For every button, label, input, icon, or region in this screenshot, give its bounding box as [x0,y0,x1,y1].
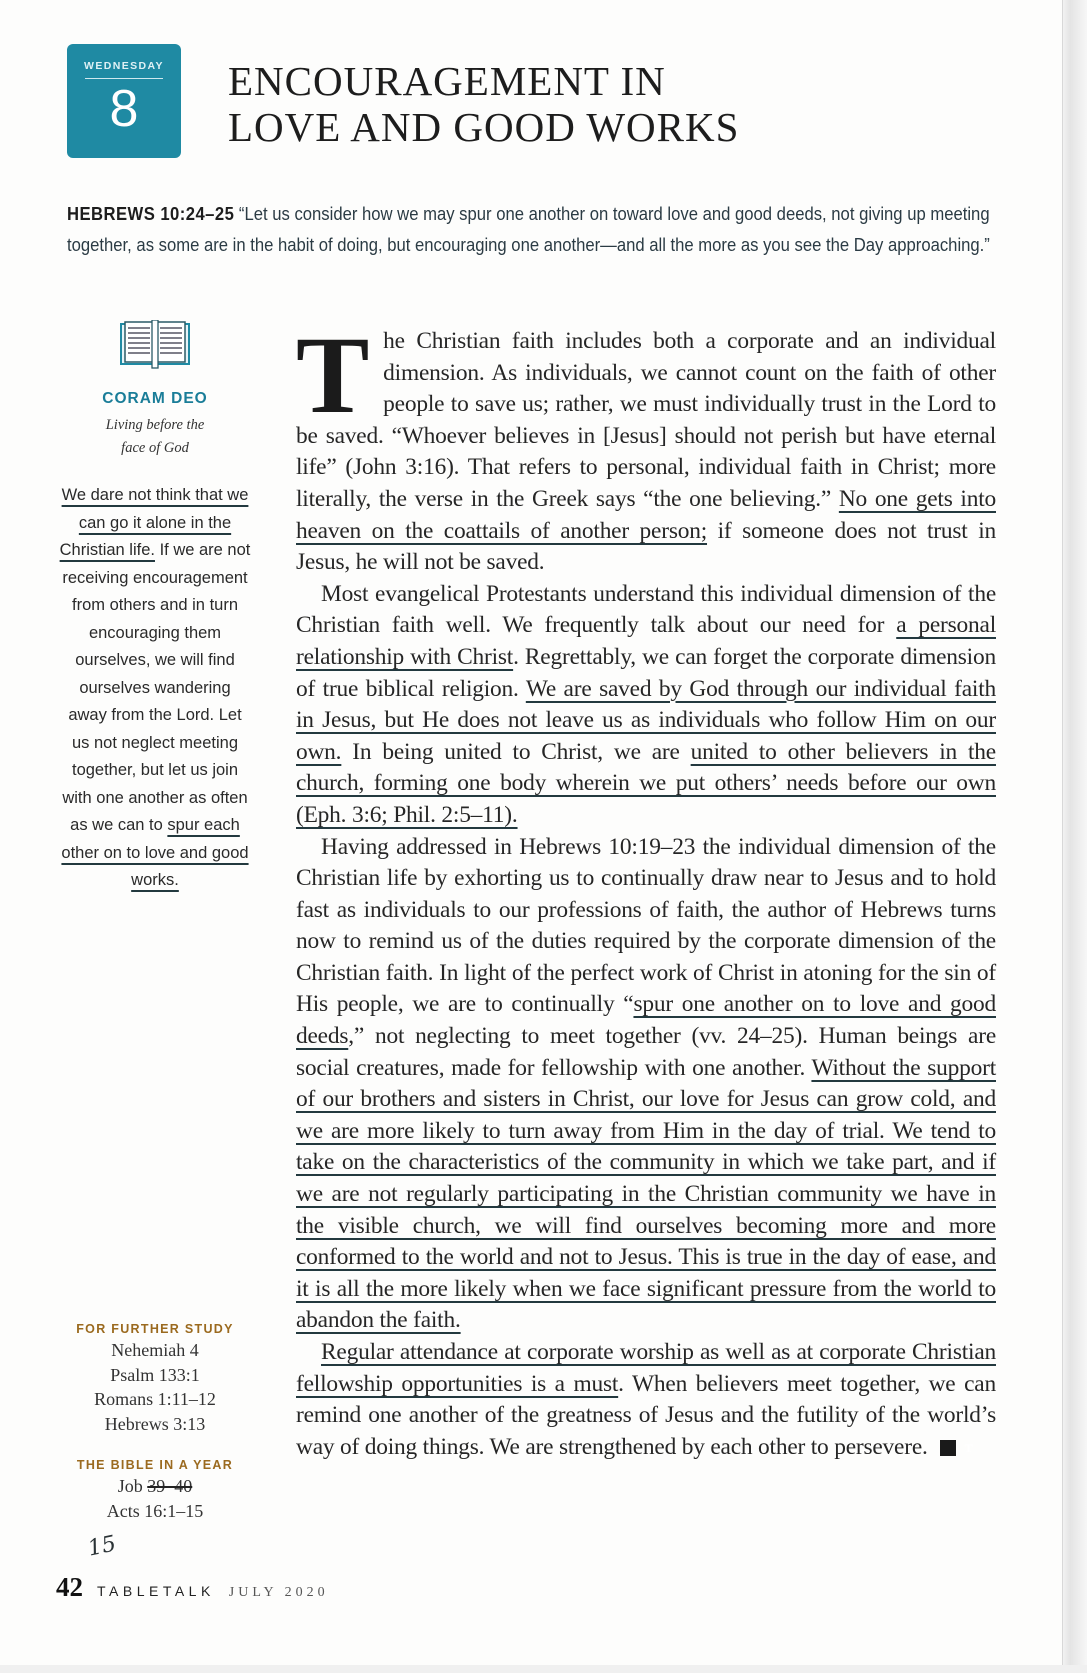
end-mark-icon: T [940,1440,956,1456]
page-bottom-edge [0,1665,1087,1673]
day-number: 8 [109,80,139,138]
coram-deo-body [55,482,255,895]
body-text: ,” not neglecting to meet together (vv. 24–25). Human beings are social creatures, made for fellowship with one another. [296,1023,996,1081]
further-study-panel [55,1322,255,1523]
coram-deo-title: CORAM DEO [102,390,208,407]
underlined-text: Without the support of our brothers and sisters in Christ, our love for Jesus can grow cold, and we are more likely to turn away from Him in the day of trial. We tend to take on the characteristics of the community in which we take part, and if we are not regularly participating in the Christian community we have in the visible church, we will find ourselves becoming more and more conformed to the world and not to Jesus. This is true in the day of ease, and it is all the more likely when we face significant pressure from the world to abandon the faith. [296,1054,996,1334]
bible-in-a-year-heading: THE BIBLE IN A YEAR [76,1458,234,1472]
study-ref: Romans 1:11–12 [94,1389,216,1409]
underlined-text: spur one another on to love and good deeds [296,991,996,1050]
underlined-text: spur each other on to love and good works. [61,816,249,889]
page-number: 42 [56,1572,83,1602]
title-line-2: LOVE AND GOOD WORKS [228,104,740,150]
underlined-text: No one gets into heaven on the coattails of another person; [296,485,996,544]
body-text: Most evangelical Protestants understand this individual dimension of the Christian faith well. We frequently talk about our need for [296,580,996,639]
magazine-name: TABLETALK [97,1583,215,1599]
open-book-icon [119,320,191,370]
body-text: if someone does not trust in Jesus, he will not be saved. [296,517,996,576]
underlined-text: a personal relationship with Christ [296,612,996,670]
date-badge [67,44,181,158]
drop-cap: T [296,314,370,436]
body-text: In being united to Christ, we are [341,738,691,765]
coram-subtitle-line-2: face of God [121,440,189,456]
title-line-1: ENCOURAGEMENT IN [228,58,666,104]
weekday-label: WEDNESDAY [84,60,164,72]
paragraph-3 [296,832,996,1338]
underlined-text: We dare not think that we can go it alone in the Christian life. [59,486,249,559]
body-text: Having addressed in Hebrews 10:19–23 the individual dimension of the Christian life by exhorting us to continually draw near to Jesus and to hold fast as individuals to our professions of faith, the author of Hebrews turns now to remind us of the duties required by the corporate dimension of the Christian faith. In light of the perfect work of Christ in atoning for the sin of His people, we are to continually “ [296,833,996,1018]
further-study-heading: FOR FURTHER STUDY [76,1322,234,1336]
coram-deo-subtitle [55,414,255,460]
page-edge [1062,0,1087,1673]
study-ref: Hebrews 3:13 [104,1413,206,1434]
body-text: . Regrettably, we can forget the corporate dimension of true biblical religion. [296,643,996,702]
paragraph-1 [296,314,996,579]
coram-subtitle-line-1: Living before the [105,417,205,433]
study-ref: Psalm 133:1 [110,1364,200,1385]
coram-body-text: If we are not receiving encouragement from others and in turn encouraging them ourselves, we will find ourselves wandering away from the Lord. Let us not neglect meeting together, but let us join with one another as often as we can to [62,541,251,834]
paragraph-2 [296,579,996,832]
issue-date: JULY 2020 [228,1585,329,1600]
year-reading-book: Job [117,1476,148,1496]
underlined-text: We are saved by God through our individual faith in Jesus, but He does not leave us as individuals who follow Him on our own. [296,675,996,765]
page-title [228,58,739,150]
coram-deo-sidebar [55,320,255,895]
year-reading-2: Acts 16:1–15 [106,1500,204,1521]
scripture-reference: HEBREWS 10:24–25 [67,203,235,224]
paragraph-4 [296,1337,996,1463]
scripture-text: “Let us consider how we may spur one another on toward love and good deeds, not giving up meeting together, as some are in the habit of doing, but encouraging one another—and all the more as you see the Day approaching.” [67,203,990,255]
scripture-passage [67,198,996,260]
year-reading-1 [55,1474,255,1499]
page-footer [56,1572,329,1603]
study-ref: Nehemiah 4 [111,1340,199,1360]
body-text: he Christian faith includes both a corporate and an individual dimension. As individuals, we cannot count on the faith of other people to save us; rather, we must individually trust in the Lord to be saved. “Whoever believes in [Jesus] should not perish but have eternal life” (John 3:16). That refers to personal, individual faith in Christ; more literally, the verse in the Greek says “the one believing.” [296,328,996,512]
underlined-text: Regular attendance at corporate worship as well as at corporate Christian fellowship opportunities is a must [296,1339,996,1397]
underlined-text: united to other believers in the church, forming one body wherein we put others’ needs before our own (Eph. 3:6; Phil. 2:5–11). [296,738,996,828]
article-body [296,314,996,1463]
handwritten-note: 15 [85,1531,119,1562]
body-text: . When believers meet together, we can remind one another of the greatness of Jesus and the futility of the world’s way of doing things. We are strengthened by each other to persevere. [296,1370,996,1460]
struck-chapters: 39–40 [147,1476,193,1496]
